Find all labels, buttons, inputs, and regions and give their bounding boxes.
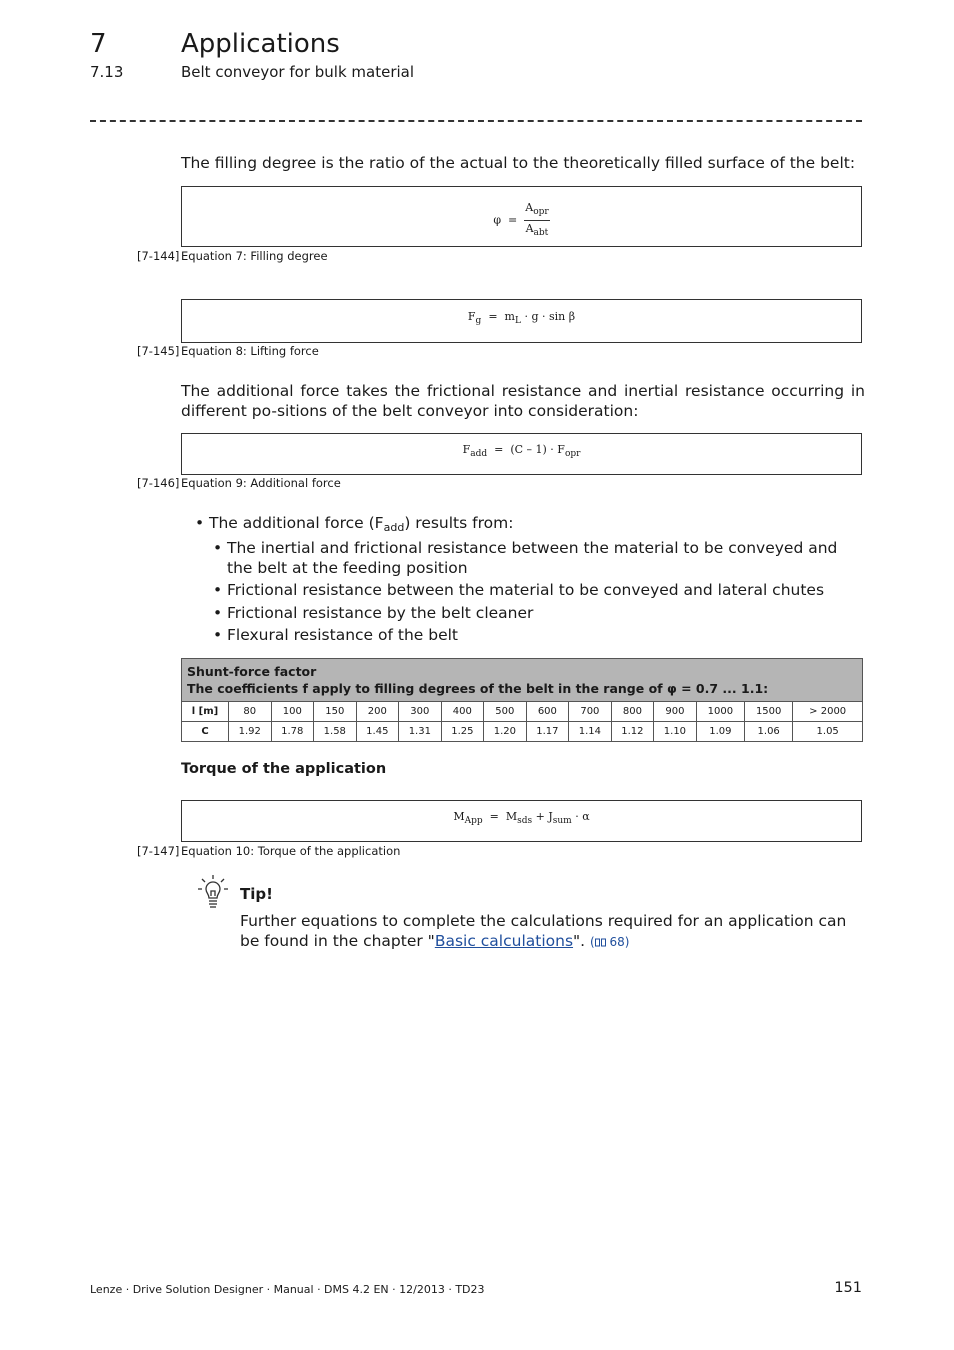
- caption-text: Equation 10: Torque of the application: [181, 844, 401, 858]
- equation-torque: [182, 810, 861, 826]
- bullet-list-sub: [213, 539, 865, 649]
- table-cell: 1.31: [399, 722, 442, 742]
- list-item: • Flexural resistance of the belt: [213, 626, 865, 646]
- table-cell: 80: [229, 702, 272, 722]
- eq-sign: =: [508, 213, 518, 227]
- intro-paragraph: The filling degree is the ratio of the actual to the theoretically filled surface of the belt:: [181, 154, 856, 172]
- equation-box-lifting-force: [181, 299, 862, 343]
- eq-lhs-sub: add: [470, 449, 488, 459]
- eq-lhs: F: [467, 310, 476, 323]
- eq-sign: =: [489, 810, 499, 823]
- eq-fraction: [524, 200, 549, 241]
- eq-lhs: M: [453, 810, 465, 823]
- table-cell: 700: [569, 702, 612, 722]
- table-cell: 1.45: [356, 722, 399, 742]
- equation-box-filling-degree: [181, 186, 862, 247]
- equation-filling-degree: [182, 200, 861, 241]
- tip-text-after: ".: [573, 931, 591, 950]
- section-number: 7.13: [90, 63, 124, 81]
- table-cell: 1.17: [526, 722, 569, 742]
- equation-additional-force: [182, 443, 861, 459]
- table-cell: 1.05: [793, 722, 863, 742]
- table-cell: 1.78: [271, 722, 314, 742]
- table-cell: 1.14: [569, 722, 612, 742]
- shunt-force-table: [181, 658, 863, 742]
- eq-lhs-sub: g: [475, 316, 482, 326]
- table-header: [182, 659, 863, 702]
- tip-label: Tip!: [240, 885, 273, 903]
- book-icon: [595, 935, 606, 949]
- table-cell: 800: [611, 702, 654, 722]
- eq-den: A: [525, 222, 534, 235]
- equation-lifting-force: [182, 310, 861, 326]
- eq-plus-term: + J: [535, 810, 553, 823]
- chapter-title: Applications: [181, 29, 340, 59]
- table-row-label: l [m]: [182, 702, 229, 722]
- table-cell: 150: [314, 702, 357, 722]
- caption-text: Equation 7: Filling degree: [181, 249, 328, 263]
- caption-ref: [7-146]: [137, 476, 180, 490]
- table-cell: 200: [356, 702, 399, 722]
- chapter-number: 7: [90, 29, 107, 59]
- table-cell: 1.10: [654, 722, 697, 742]
- footer-doc-info: Lenze · Drive Solution Designer · Manual · DMS 4.2 EN · 12/2013 · TD23: [90, 1283, 485, 1296]
- table-cell: 600: [526, 702, 569, 722]
- eq-den-sub: abt: [533, 228, 549, 238]
- table-cell: 900: [654, 702, 697, 722]
- caption-text: Equation 8: Lifting force: [181, 344, 319, 358]
- caption-ref: [7-147]: [137, 844, 180, 858]
- table-row: [182, 702, 863, 722]
- eq-num-sub: opr: [533, 207, 549, 217]
- list-item: • Frictional resistance between the material to be conveyed and lateral chutes: [213, 581, 865, 601]
- basic-calculations-link[interactable]: Basic calculations: [434, 931, 574, 950]
- table-row: [182, 722, 863, 742]
- eq-symbol: φ: [493, 213, 502, 227]
- eq-lhs: F: [462, 443, 471, 456]
- caption-ref: [7-144]: [137, 249, 180, 263]
- eq-lhs-sub: App: [464, 816, 483, 826]
- table-cell: 300: [399, 702, 442, 722]
- bullet-sub: add: [383, 521, 405, 534]
- caption-ref: [7-145]: [137, 344, 180, 358]
- tip-text-before: Further equations to complete the calculations required for an application can be found in the chapter ": [240, 912, 847, 950]
- bullet-text-suffix: ) results from:: [404, 514, 514, 532]
- table-cell: 1.06: [745, 722, 793, 742]
- equation-box-torque: [181, 800, 862, 842]
- bullet-list-main: [195, 514, 865, 538]
- table-cell: 400: [441, 702, 484, 722]
- eq-rest: · α: [575, 810, 590, 823]
- header-divider: [90, 120, 862, 122]
- list-item: • Frictional resistance by the belt cleaner: [213, 604, 865, 624]
- tip-text: [240, 912, 866, 952]
- table-title: Shunt-force factor: [187, 664, 317, 679]
- table-cell: 1.25: [441, 722, 484, 742]
- eq-term-sub: L: [514, 316, 521, 326]
- bullet-text: The additional force (F: [209, 514, 384, 532]
- table-cell: 1.12: [611, 722, 654, 742]
- table-cell: 1.20: [484, 722, 527, 742]
- caption-text: Equation 9: Additional force: [181, 476, 341, 490]
- eq-term: m: [504, 310, 515, 323]
- additional-force-paragraph: The additional force takes the frictional resistance and inertial resistance occurring in different po-sitions of the belt conveyor into consideration:: [181, 382, 865, 420]
- eq-term: (C – 1) · F: [510, 443, 565, 456]
- table-cell: 500: [484, 702, 527, 722]
- eq-term: M: [505, 810, 518, 823]
- lightbulb-icon: [196, 874, 230, 910]
- table-subtitle: The coefficients f apply to filling degrees of the belt in the range of φ = 0.7 ... 1.1:: [187, 681, 769, 696]
- table-cell: > 2000: [793, 702, 863, 722]
- eq-sign: =: [488, 310, 498, 323]
- table-row-label: C: [182, 722, 229, 742]
- table-cell: 1.58: [314, 722, 357, 742]
- eq-term-sub: sum: [552, 816, 572, 826]
- table-cell: 1.09: [696, 722, 744, 742]
- table-cell: 1000: [696, 702, 744, 722]
- eq-rest: · g · sin β: [524, 310, 576, 323]
- table-cell: 100: [271, 702, 314, 722]
- section-title: Belt conveyor for bulk material: [181, 63, 415, 81]
- page-reference-link[interactable]: ( 68): [590, 934, 630, 949]
- table-cell: 1500: [745, 702, 793, 722]
- eq-sign: =: [494, 443, 504, 456]
- list-item: [195, 514, 865, 538]
- eq-term-sub: opr: [564, 449, 581, 459]
- eq-num: A: [525, 201, 534, 214]
- table-cell: 1.92: [229, 722, 272, 742]
- list-item: • The inertial and frictional resistance between the material to be conveyed and the belt at the feeding position: [213, 539, 865, 578]
- torque-heading: Torque of the application: [181, 761, 387, 777]
- equation-box-additional-force: [181, 433, 862, 475]
- page-ref-number: 68): [609, 934, 630, 949]
- page-number: 151: [834, 1280, 862, 1296]
- eq-term-sub: sds: [517, 816, 533, 826]
